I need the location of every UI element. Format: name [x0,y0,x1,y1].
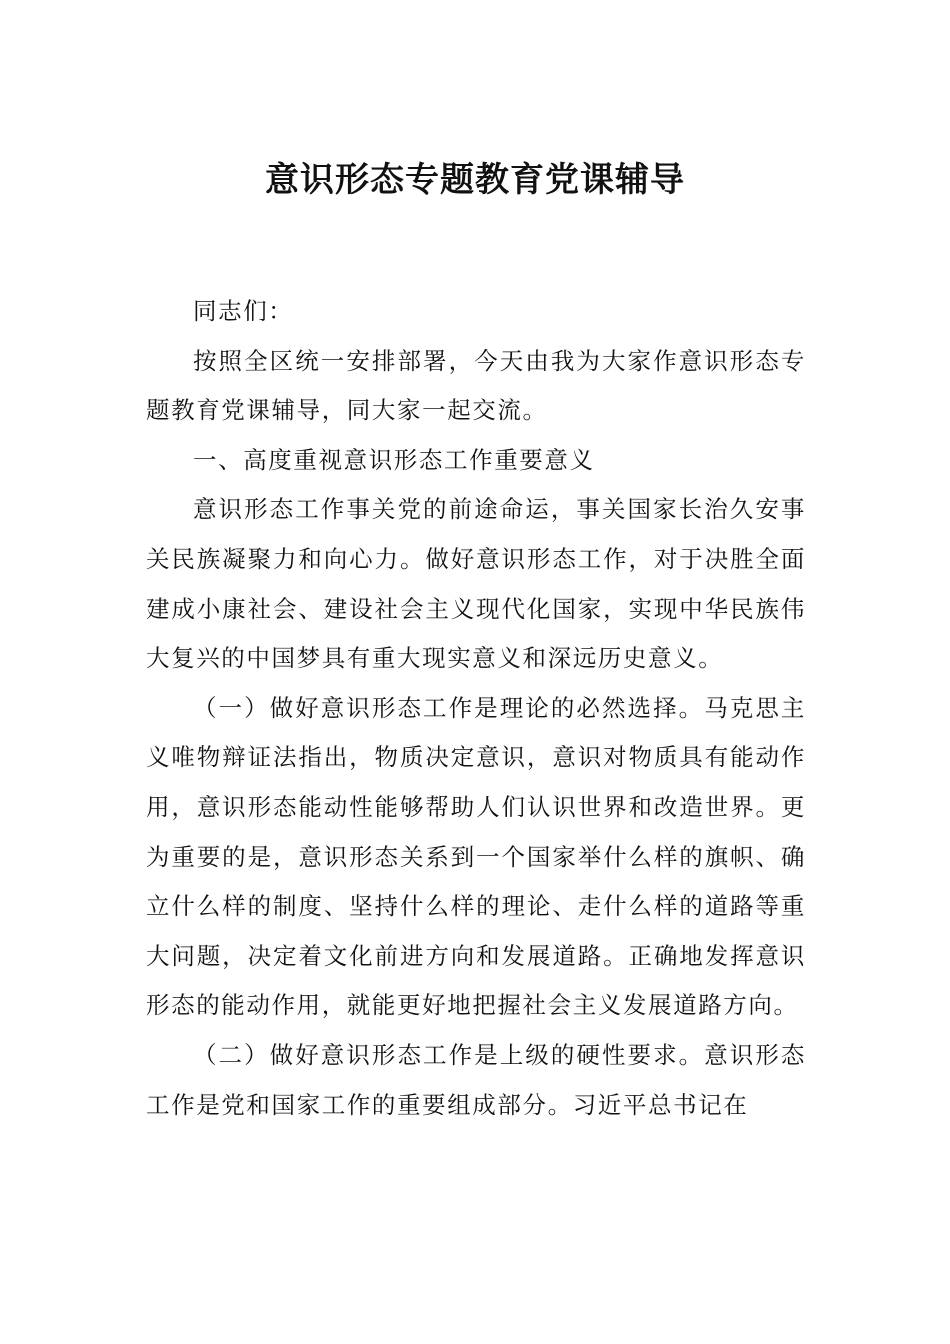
salutation: 同志们： [193,297,294,325]
paragraph-subsection-1: （一）做好意识形态工作是理论的必然选择。马克思主义唯物辩证法指出，物质决定意识，意识对物质具有能动作用，意识形态能动性能够帮助人们认识世界和改造世界。更为重要的是，意识形态关系到一个国家举什么样的旗帜、确立什么样的制度、坚持什么样的理论、走什么样的道路等重大问题，决定着文化前进方向和发展道路。正确地发挥意识形态的能动作用，就能更好地把握社会主义发展道路方向。 [146,693,806,1020]
section-heading-1: 一、高度重视意识形态工作重要意义 [193,445,595,474]
document-title: 意识形态专题教育党课辅导 [265,160,685,200]
paragraph-subsection-2: （二）做好意识形态工作是上级的硬性要求。意识形态工作是党和国家工作的重要组成部分。习近平总书记在 [146,1040,806,1119]
paragraph-intro: 按照全区统一安排部署，今天由我为大家作意识形态专题教育党课辅导，同大家一起交流。 [146,346,806,425]
paragraph-section-1: 意识形态工作事关党的前途命运，事关国家长治久安事关民族凝聚力和向心力。做好意识形态工作，对于决胜全面建成小康社会、建设社会主义现代化国家，实现中华民族伟大复兴的中国梦具有重大现实意义和深远历史意义。 [146,495,806,673]
document-body [146,287,806,1130]
